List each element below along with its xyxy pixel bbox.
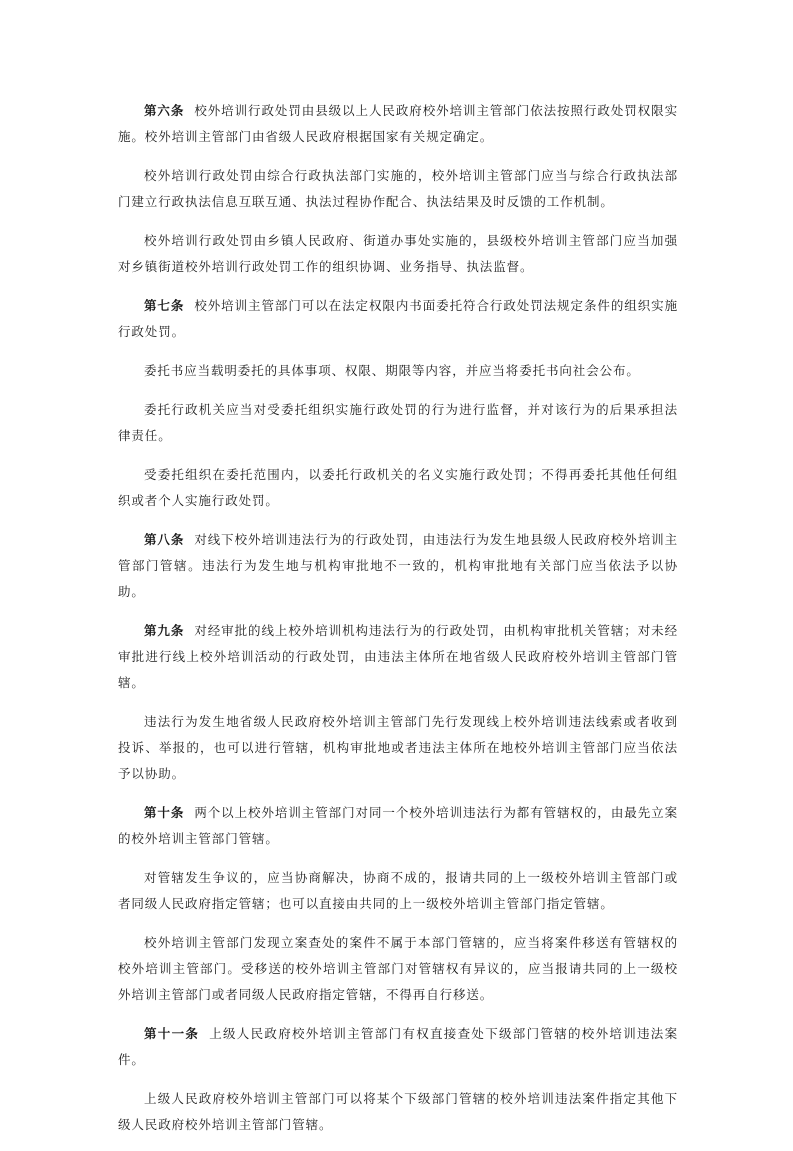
paragraph-article-6	[118, 98, 678, 150]
paragraph-text: 对线下校外培训违法行为的行政处罚，由违法行为发生地县级人民政府校外培训主管部门管辖。违法行为发生地与机构审批地不一致的，机构审批地有关部门应当依法予以协助。	[118, 532, 678, 599]
paragraph	[118, 358, 678, 384]
paragraph-text: 对经审批的线上校外培训机构违法行为的行政处罚，由机构审批机关管辖；对未经审批进行线上校外培训活动的行政处罚，由违法主体所在地省级人民政府校外培训主管部门管辖。	[118, 623, 678, 690]
paragraph-text: 委托书应当载明委托的具体事项、权限、期限等内容，并应当将委托书向社会公布。	[144, 363, 640, 378]
paragraph-article-8	[118, 527, 678, 605]
paragraph-text: 两个以上校外培训主管部门对同一个校外培训违法行为都有管辖权的，由最先立案的校外培训主管部门管辖。	[118, 805, 678, 846]
paragraph-article-11	[118, 1021, 678, 1073]
paragraph-text: 校外培训行政处罚由综合行政执法部门实施的，校外培训主管部门应当与综合行政执法部门建立行政执法信息互联互通、执法过程协作配合、执法结果及时反馈的工作机制。	[118, 168, 678, 209]
paragraph-text: 校外培训主管部门可以在法定权限内书面委托符合行政处罚法规定条件的组织实施行政处罚。	[118, 298, 678, 339]
paragraph	[118, 709, 678, 787]
paragraph-text: 对管辖发生争议的，应当协商解决，协商不成的，报请共同的上一级校外培训主管部门或者同级人民政府指定管辖；也可以直接由共同的上一级校外培训主管部门指定管辖。	[118, 870, 678, 911]
article-number: 第十一条	[144, 1026, 200, 1041]
article-number: 第七条	[144, 298, 185, 313]
paragraph	[118, 930, 678, 1008]
paragraph-text: 委托行政机关应当对受委托组织实施行政处罚的行为进行监督，并对该行为的后果承担法律责任。	[118, 402, 678, 443]
paragraph	[118, 163, 678, 215]
paragraph-article-7	[118, 293, 678, 345]
paragraph-text: 校外培训行政处罚由县级以上人民政府校外培训主管部门依法按照行政处罚权限实施。校外培训主管部门由省级人民政府根据国家有关规定确定。	[118, 103, 678, 144]
article-number: 第六条	[144, 103, 185, 118]
paragraph	[118, 1086, 678, 1138]
document-body	[118, 98, 678, 1151]
article-number: 第十条	[144, 805, 185, 820]
paragraph	[118, 397, 678, 449]
article-number: 第八条	[144, 532, 185, 547]
article-number: 第九条	[144, 623, 185, 638]
paragraph-text: 上级人民政府校外培训主管部门有权直接查处下级部门管辖的校外培训违法案件。	[118, 1026, 678, 1067]
paragraph-article-10	[118, 800, 678, 852]
paragraph-text: 受委托组织在委托范围内，以委托行政机关的名义实施行政处罚；不得再委托其他任何组织或者个人实施行政处罚。	[118, 467, 678, 508]
paragraph-article-9	[118, 618, 678, 696]
paragraph-text: 上级人民政府校外培训主管部门可以将某个下级部门管辖的校外培训违法案件指定其他下级人民政府校外培训主管部门管辖。	[118, 1091, 678, 1132]
paragraph-text: 违法行为发生地省级人民政府校外培训主管部门先行发现线上校外培训违法线索或者收到投诉、举报的，也可以进行管辖，机构审批地或者违法主体所在地校外培训主管部门应当依法予以协助。	[118, 714, 678, 781]
paragraph-text: 校外培训主管部门发现立案查处的案件不属于本部门管辖的，应当将案件移送有管辖权的校外培训主管部门。受移送的校外培训主管部门对管辖权有异议的，应当报请共同的上一级校外培训主管部门或者同级人民政府指定管辖，不得再自行移送。	[118, 935, 678, 1002]
paragraph	[118, 462, 678, 514]
paragraph-text: 校外培训行政处罚由乡镇人民政府、街道办事处实施的，县级校外培训主管部门应当加强对乡镇街道校外培训行政处罚工作的组织协调、业务指导、执法监督。	[118, 233, 678, 274]
paragraph	[118, 865, 678, 917]
paragraph	[118, 228, 678, 280]
